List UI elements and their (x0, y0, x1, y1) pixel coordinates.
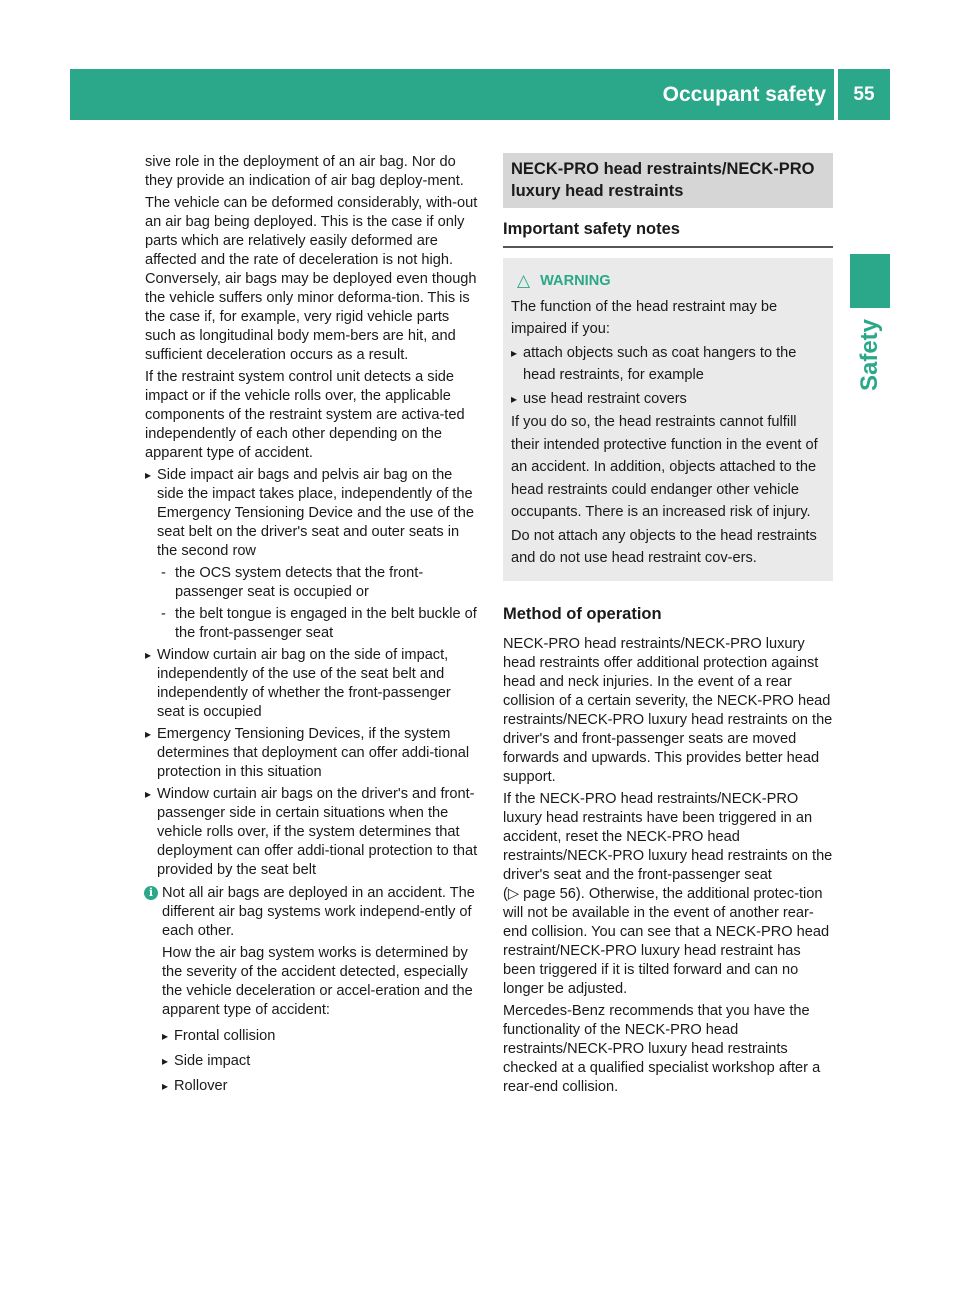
sub-list-item: - the OCS system detects that the front-passenger seat is occupied or (145, 564, 482, 602)
side-tab-marker (850, 254, 890, 308)
info-para-1: Not all air bags are deployed in an accident. The different air bag systems work independ-ently of each other. (162, 885, 475, 939)
warning-header (511, 270, 825, 293)
warning-label: WARNING (540, 273, 611, 289)
sub-list-item: - the belt tongue is engaged in the belt buckle of the front-passenger seat (145, 605, 482, 643)
info-list-item: ▸ Rollover (162, 1076, 482, 1096)
list-item: ▸ Emergency Tensioning Devices, if the system determines that deployment can offer addi-tional protection in this situation (145, 725, 482, 782)
header-title: Occupant safety (662, 83, 826, 106)
warning-list-item: ▸ attach objects such as coat hangers to the head restraints, for example (511, 342, 825, 387)
method-para-2b: . Otherwise, the additional protec-tion will not be available in the event of another rear-end collision. You can see that a NECK-PRO head restraint/NECK-PRO luxury head restraint has been triggered if it is tilted forward and can no longer be adjusted. (503, 885, 830, 997)
method-para-1: NECK-PRO head restraints/NECK-PRO luxury head restraints offer additional protection against head and neck injuries. In the event of a rear collision of a certain severity, the NECK-PRO head restraints/NECK-PRO luxury head restraints on the driver's and front-passenger seats are moved forwards and upwards. This provides better head support. (503, 635, 833, 785)
info-list-item: ▸ Side impact (162, 1051, 482, 1071)
right-column (503, 153, 833, 1100)
warning-intro: The function of the head restraint may be impaired if you: (511, 298, 778, 337)
info-icon: i (144, 886, 158, 900)
section-title: NECK-PRO head restraints/NECK-PRO luxury head restraints (503, 153, 833, 208)
method-para-3: Mercedes-Benz recommends that you have the functionality of the NECK-PRO head restraints/NECK-PRO luxury head restraints checked at a qualified specialist workshop after a rear-end collision. (503, 1002, 821, 1095)
warning-list-item: ▸ use head restraint covers (511, 388, 825, 411)
info-note (145, 884, 482, 1096)
left-column (145, 153, 482, 1101)
left-para-2: The vehicle can be deformed considerably, with-out an air bag being deployed. This is the case if only parts which are relatively easily deformed are affected and the rate of deceleration is not high. Conversely, air bags may be deployed even though the vehicle suffers only minor deforma-tion. This is the case if, for example, very rigid vehicle parts such as longitudinal body mem-bers are hit, and sufficient deceleration occurs as a result. (145, 195, 478, 363)
list-item: ▸ Window curtain air bags on the driver's and front-passenger side in certain situations when the vehicle rolls over, if the system determines that deployment can offer addi-tional protection to that provided by the seat belt (145, 785, 482, 880)
warning-box (503, 258, 833, 581)
list-item: ▸ Window curtain air bag on the side of impact, independently of the use of the seat belt and independently of whether the front-passenger seat is occupied (145, 646, 482, 722)
warning-para-2: Do not attach any objects to the head restraints and do not use head restraint cov-ers. (511, 527, 817, 566)
method-para-2a: If the NECK-PRO head restraints/NECK-PRO luxury head restraints have been triggered in an accident, reset the NECK-PRO head restraints/NECK-PRO luxury head restraints on the driver's seat and the front-passenger seat (503, 790, 833, 883)
page-reference-link[interactable]: (▷ page 56) (503, 885, 581, 902)
info-para-2: How the air bag system works is determined by the severity of the accident detected, especially the vehicle deceleration or accel-eration and the apparent type of accident: (162, 945, 473, 1018)
left-para-1: sive role in the deployment of an air bag. Nor do they provide an indication of air bag deploy-ment. (145, 154, 464, 189)
warning-para-1: If you do so, the head restraints cannot fulfill their intended protective function in the event of an accident. In addition, objects attached to the head restraints could endanger other vehicle occupants. There is an increased risk of injury. (511, 414, 818, 520)
subheading-method: Method of operation (503, 604, 662, 623)
warning-triangle-icon: △ (517, 271, 531, 291)
left-para-3: If the restraint system control unit detects a side impact or if the vehicle rolls over, the applicable components of the restraint system are activa-ted independently of each other depending on the apparent type of accident. (145, 369, 465, 461)
method-para-2 (503, 790, 833, 999)
side-tab-text: Safety (856, 318, 883, 392)
list-item: ▸ Side impact air bags and pelvis air bag on the side the impact takes place, independently of the Emergency Tensioning Device and the use of the seat belt on the driver's seat and outer seats in the second row (145, 466, 482, 561)
page-number: 55 (853, 84, 875, 105)
subheading-safety-notes: Important safety notes (503, 218, 833, 248)
method-body (503, 635, 833, 1097)
side-tab-label (848, 315, 892, 395)
info-list-item: ▸ Frontal collision (162, 1026, 482, 1046)
